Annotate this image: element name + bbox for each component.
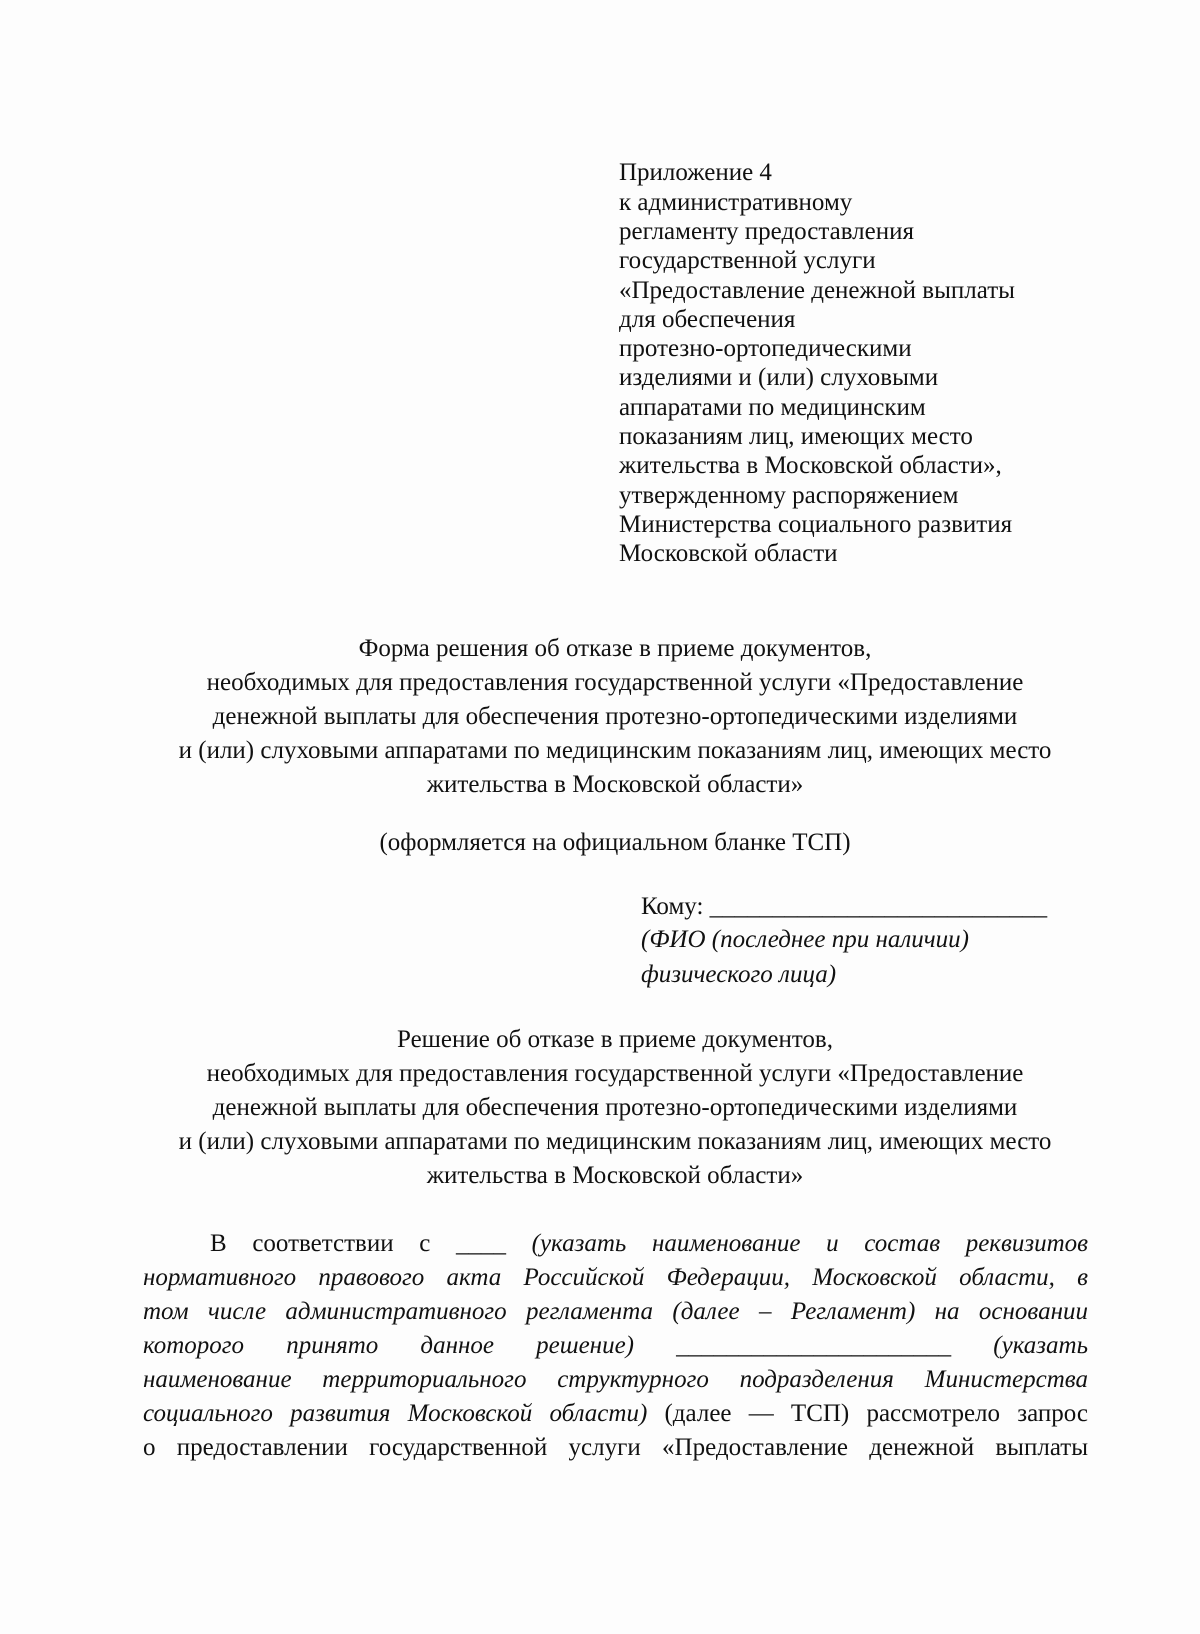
appendix-line: аппаратами по медицинским	[619, 394, 926, 421]
form-title-line: необходимых для предоставления государственной услуги «Предоставление	[206, 669, 1024, 696]
recipient-label: Кому:	[641, 893, 710, 920]
body-line	[143, 1399, 1088, 1429]
act-reference-field[interactable]: ____	[455, 1230, 506, 1257]
form-title-line: Форма решения об отказе в приеме документов,	[358, 635, 872, 662]
appendix-line: протезно-ортопедическими	[619, 335, 912, 362]
body-hint: которого принято данное решение)	[143, 1332, 677, 1359]
blank-note: (оформляется на официальном бланке ТСП)	[379, 829, 851, 856]
body-hint: (указать наименование и состав реквизитов	[505, 1230, 1088, 1257]
appendix-line: регламенту предоставления	[619, 218, 915, 245]
body-line: наименование территориального структурного подразделения Министерства	[143, 1366, 1088, 1393]
appendix-line: Приложение 4	[619, 159, 772, 186]
body-line	[210, 1229, 1088, 1259]
body-text: (далее — ТСП) рассмотрело запрос	[647, 1400, 1088, 1427]
recipient-hint-line: физического лица)	[641, 961, 837, 988]
recipient-line	[641, 892, 1047, 922]
decision-title-line: денежной выплаты для обеспечения протезно-ортопедическими изделиями	[212, 1094, 1018, 1121]
appendix-line: утвержденному распоряжением	[619, 482, 959, 509]
body-text: В соответствии с	[210, 1230, 456, 1257]
appendix-line: жительства в Московской области»,	[619, 452, 1002, 479]
body-line	[143, 1331, 1088, 1361]
form-title-line: денежной выплаты для обеспечения протезно-ортопедическими изделиями	[212, 703, 1018, 730]
body-line: том числе административного регламента (далее – Регламент) на основании	[143, 1298, 1088, 1325]
appendix-line: к административному	[619, 189, 853, 216]
appendix-line: Московской области	[619, 540, 838, 567]
recipient-name-field[interactable]: ___________________________	[709, 893, 1048, 920]
decision-title-line: Решение об отказе в приеме документов,	[397, 1026, 833, 1053]
appendix-line: для обеспечения	[619, 306, 796, 333]
body-line: нормативного правового акта Российской Федерации, Московской области, в	[143, 1264, 1088, 1291]
body-hint: социального развития Московской области)	[143, 1400, 648, 1427]
decision-title-line: жительства в Московской области»	[426, 1162, 804, 1189]
recipient-hint-line: (ФИО (последнее при наличии)	[641, 926, 970, 953]
appendix-line: показаниям лиц, имеющих место	[619, 423, 973, 450]
department-field[interactable]: ______________________	[676, 1332, 952, 1359]
appendix-line: Министерства социального развития	[619, 511, 1013, 538]
appendix-line: государственной услуги	[619, 247, 876, 274]
appendix-line: изделиями и (или) слуховыми	[619, 364, 939, 391]
appendix-line: «Предоставление денежной выплаты	[619, 277, 1015, 304]
form-title-line: жительства в Московской области»	[426, 771, 804, 798]
decision-title-line: и (или) слуховыми аппаратами по медицинским показаниям лиц, имеющих место	[178, 1128, 1052, 1155]
form-title-line: и (или) слуховыми аппаратами по медицинским показаниям лиц, имеющих место	[178, 737, 1052, 764]
body-hint: (указать	[951, 1332, 1088, 1359]
body-line: о предоставлении государственной услуги «Предоставление денежной выплаты	[143, 1434, 1088, 1461]
decision-title-line: необходимых для предоставления государственной услуги «Предоставление	[206, 1060, 1024, 1087]
